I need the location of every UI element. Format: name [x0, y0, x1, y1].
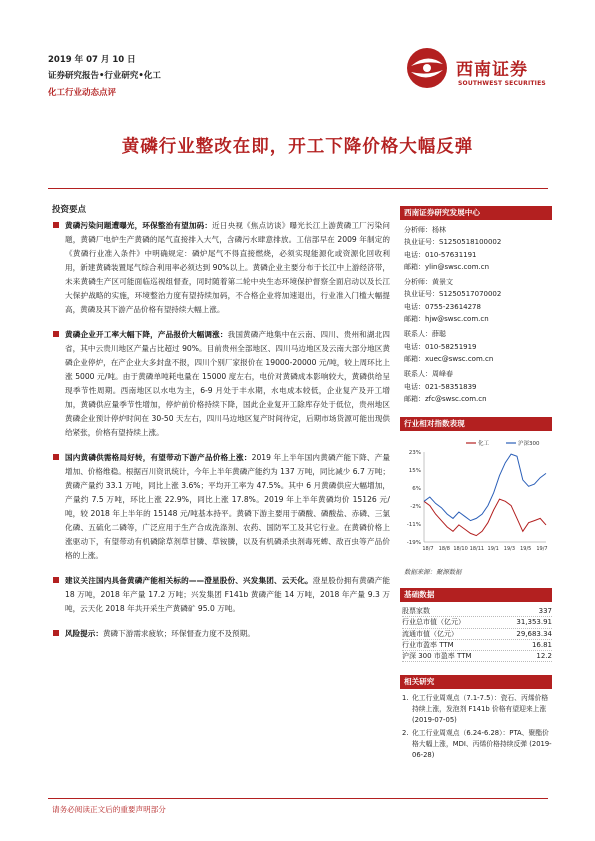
analyst-list: [400, 220, 552, 405]
section-title: 投资要点: [52, 205, 87, 215]
x-tick-label: 18/10: [453, 546, 468, 552]
analyst-row: 邮箱：hjw@swsc.com.cn: [404, 315, 489, 324]
bullet-lead: 建议关注国内具备黄磷产能相关标的——澄星股份、兴发集团、云天化。: [65, 576, 313, 585]
table-row: [402, 651, 552, 662]
legend-label: 沪深300: [518, 441, 540, 447]
item-text: 化工行业周观点（7.1-7.5）：瓷石、丙烯价格持续上涨，发泡剂 F141b 价格有望迎来上涨 (2019-07-05): [412, 694, 549, 724]
x-tick-label: 19/5: [520, 546, 532, 552]
analyst-row: 执业证号：S1250518100002: [404, 238, 502, 247]
analyst-row: 分析师：黄景文: [404, 278, 453, 287]
bullet-text: 澄星股份拥有黄磷产能 18 万吨，2018 年产量 17.2 万吨；兴发集团 F141b 黄磷产能 14 万吨，2018 年产量 9.3 万吨，云天化 2018 年共开采生产黄磷矿 95.0 万吨。: [65, 576, 391, 613]
legend-label: 化工: [478, 441, 490, 447]
analyst-panel-title: 西南证券研究发展中心: [400, 206, 552, 220]
bullet-item: [53, 451, 390, 563]
bullet-square-icon: [53, 630, 59, 636]
analyst-row: 电话：010-57631191: [404, 250, 477, 259]
x-tick-label: 18/7: [422, 546, 434, 552]
bullet-lead: 风险提示：: [65, 629, 103, 638]
relative-performance-chart: [400, 436, 552, 558]
bullet-item: [53, 574, 390, 616]
y-tick-label: -2%: [410, 504, 421, 510]
related-research-item[interactable]: [402, 728, 552, 761]
analyst-row: 邮箱：xuec@swsc.com.cn: [404, 354, 494, 363]
series-line-csi300: [424, 454, 546, 520]
bullet-lead: 国内黄磷供需格局好转，有望带动下游产品价格上涨：: [65, 453, 252, 462]
basic-data-table: [402, 606, 552, 662]
analyst-row: 邮箱：zfc@swsc.com.cn: [404, 394, 487, 403]
analyst-row: 邮箱：ylin@swsc.com.cn: [404, 262, 490, 271]
analyst-row: 电话：0755-23614278: [404, 302, 481, 311]
y-tick-label: 6%: [412, 486, 421, 492]
bullet-text: 2019 年上半年国内黄磷产能下降、产量增加、价格维稳。根据百川资讯统计，今年上半年黄磷产能约为 137 万吨，同比减少 6.7 万吨；黄磷产量约 33.1 万吨，同比上涨 3.6%；平均开工率为 47.5%。其中 6 月黄磷供应大幅增加，产量约 7.5 万吨，环比上涨 22.9%，同比上涨 17.8%。2019 年上半年黄磷均价 15126 元/吨，较 2018 年上半年的 15148 元/吨基本持平。黄磷下游主要用于磷酸、磷酸盐、赤磷、三氯化磷、五硫化二磷等，广泛应用于生产合成洗涤剂、农药、国防军工及其它行业。在黄磷价格上涨驱动下，有望带动有机磷除草剂草甘膦、草铵膦，以及有机磷杀虫剂毒死蜱、敌百虫等产品价格的上涨。: [65, 453, 390, 560]
bullet-square-icon: [53, 222, 59, 228]
y-tick-label: -19%: [406, 540, 421, 546]
performance-panel: [400, 417, 552, 431]
x-tick-label: 18/11: [469, 546, 485, 552]
bullet-text: 我国黄磷产地集中在云南、四川、贵州和湖北四省，其中云贵川地区产量占比超过 90%。目前贵州全部地区、四川马边地区及云南大部分地区黄磷企业停炉，在产企业大多封盘不报，四川个别厂家报价在 19000-20000 元/吨，较上周环比上涨 5000 元/吨。由于黄磷单吨耗电量在 15000 度左右，电价对黄磷成本影响较大，黄磷供给呈现季节性周期。西南地区以水电为主，6-9 月处于丰水期，水电成本较低，企业复产及开工增加，黄磷供应量季节性增加，停炉前价格持续下降，国此企业复开工除库存处于低位，贵州地区黄磷企业预计停炉时间在 30-50 天左右，四川马边地区复产时间待定，后期市场货源可能出现供给紧张，价格有望持续上涨。: [65, 330, 391, 437]
report-type: 证券研究报告•行业研究•化工: [48, 71, 161, 81]
related-research-list: [402, 693, 552, 763]
footer-divider: [48, 798, 548, 799]
basic-data-panel: [400, 588, 552, 602]
analyst-row: 电话：010-58251919: [404, 342, 477, 351]
item-number: 1.: [402, 694, 409, 702]
bullet-item: [53, 219, 390, 317]
row-label: 行业市盈率 TTM: [402, 640, 454, 649]
row-value: 16.81: [531, 640, 552, 649]
series-line-chemical: [424, 499, 546, 535]
company-name-en: SOUTHWEST SECURITIES: [458, 80, 546, 87]
bullet-item: [53, 328, 390, 440]
item-number: 2.: [402, 729, 409, 737]
table-row: [402, 606, 552, 617]
row-value: 12.2: [536, 652, 552, 661]
item-text: 化工行业周观点（6.24-6.28）：PTA、聚酯价格大幅上涨，MDI、丙烯价格持续反弹 (2019-06-28): [412, 729, 552, 759]
bullet-lead: 黄磷污染问题遭曝光，环保整治有望加码：: [65, 221, 213, 230]
related-research-panel: [400, 675, 552, 689]
chart-source: 数据来源：聚源数据: [404, 568, 462, 576]
table-row: [402, 617, 552, 628]
row-label: 行业总市值（亿元）: [402, 618, 465, 627]
company-name-cn: 西南证券: [456, 60, 528, 80]
bullet-item: [53, 627, 390, 641]
row-label: 沪深 300 市盈率 TTM: [402, 652, 472, 661]
company-logo-icon: [405, 46, 449, 90]
report-subtype: 化工行业动态点评: [48, 88, 117, 98]
x-tick-label: 18/8: [438, 546, 450, 552]
analyst-row: 电话：021-58351839: [404, 382, 477, 391]
x-tick-label: 19/3: [503, 546, 516, 552]
report-date: 2019 年 07 月 10 日: [48, 55, 136, 65]
bullet-square-icon: [53, 577, 59, 583]
page-title: 黄磷行业整改在即，开工下降价格大幅反弹: [121, 137, 474, 157]
row-value: 31,353.91: [516, 618, 552, 627]
analyst-row: 分析师：杨林: [404, 226, 446, 234]
analyst-row: 联系人：周峰春: [404, 370, 453, 379]
y-tick-label: -11%: [406, 522, 421, 528]
performance-panel-title: 行业相对指数表现: [400, 417, 552, 431]
x-tick-label: 19/1: [487, 546, 499, 552]
analyst-panel: [400, 206, 552, 405]
row-label: 股票家数: [402, 607, 430, 615]
y-tick-label: 15%: [408, 468, 421, 474]
row-label: 流通市值（亿元）: [402, 629, 458, 638]
table-row: [402, 629, 552, 640]
bullet-text: 近日央视《焦点访谈》曝光长江上游黄磷工厂污染问题，黄磷厂电炉生产黄磷的尾气直接排入大气，含磷污水肆意排放。工信部早在 2009 年制定的《黄磷行业准入条件》中明确规定：磷炉尾气不得直接燃烧，必须实现能源化或资源化回收利用，新建黄磷装置尾气综合利用率必须达到 90%以上。黄磷企业主要分布于长江中上游经济带，未来黄磷生产区可能面临巡视组督查，同时随着第二轮中央生态环境保护督察全面启动以及长江大保护战略的实施，环境整治力度有望持续加码，不合格企业将加速退出，行业准入门槛大幅提高，黄磷及其下游产品价格有望持续大幅上涨。: [65, 221, 391, 314]
related-research-title: 相关研究: [400, 675, 552, 689]
title-divider: [48, 188, 548, 189]
table-row: [402, 640, 552, 651]
row-value: 29,683.34: [516, 629, 552, 638]
x-tick-label: 19/7: [536, 546, 548, 552]
basic-data-title: 基础数据: [400, 588, 552, 602]
bullet-text: 黄磷下游需求疲软；环保督查力度不及预期。: [102, 629, 255, 638]
row-value: 337: [538, 607, 552, 615]
y-tick-label: 23%: [408, 450, 421, 456]
related-research-item[interactable]: [402, 693, 552, 726]
key-points: [53, 219, 390, 652]
analyst-row: 执业证号：S1250517070002: [404, 290, 502, 299]
bullet-lead: 黄磷企业开工率大幅下降，产品报价大幅调涨：: [65, 330, 228, 339]
analyst-row: 联系人：薛聪: [404, 330, 446, 339]
bullet-square-icon: [53, 454, 59, 460]
bullet-square-icon: [53, 331, 59, 337]
footer-disclaimer: 请务必阅读正文后的重要声明部分: [52, 805, 166, 814]
